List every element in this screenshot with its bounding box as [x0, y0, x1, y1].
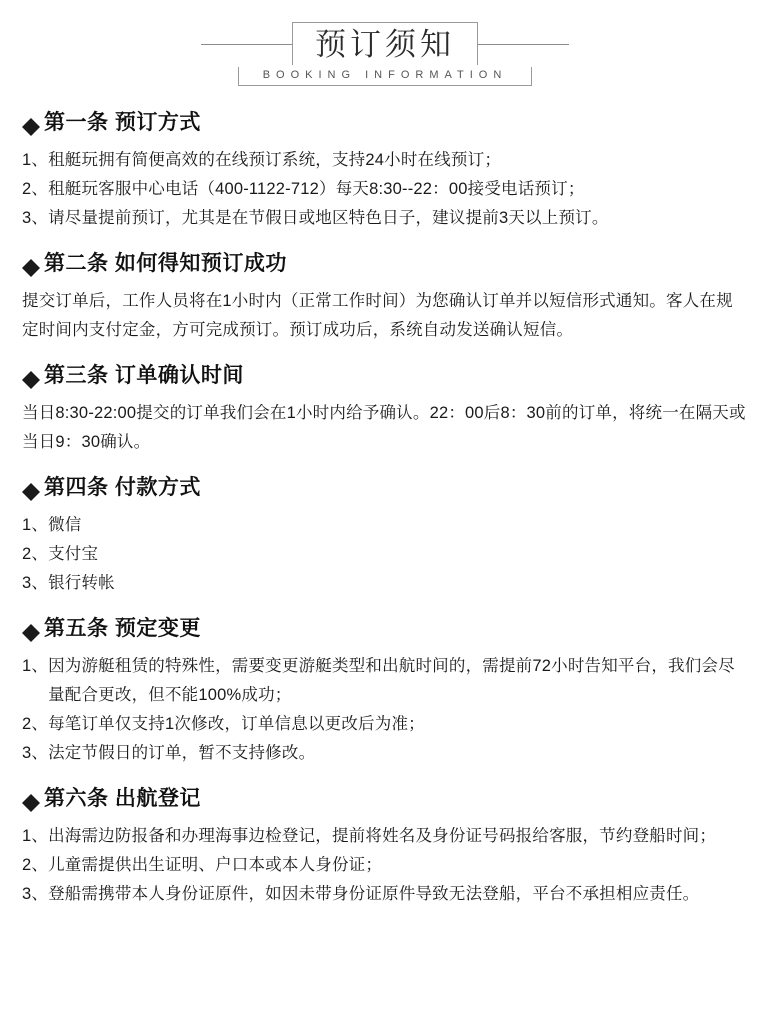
list-item-number: 2、	[22, 180, 49, 198]
list-item-number: 3、	[22, 209, 49, 227]
list-item	[22, 175, 748, 204]
list-item-text: 租艇玩拥有简便高效的在线预订系统，支持24小时在线预订；	[48, 151, 502, 169]
section-paragraph: 提交订单后，工作人员将在1小时内（正常工作时间）为您确认订单并以短信形式通知。客人在规定时间内支付定金，方可完成预订。预订成功后，系统自动发送确认短信。	[22, 292, 733, 339]
list-item	[22, 146, 748, 175]
list-item-number: 1、	[22, 151, 49, 169]
section-paragraph: 当日8:30-22:00提交的订单我们会在1小时内给予确认。22：00后8：30前的订单，将统一在隔天或当日9：30确认。	[22, 404, 746, 451]
section-list	[22, 511, 748, 598]
list-item-number: 2、	[22, 545, 49, 563]
list-item-number: 2、	[22, 856, 49, 874]
diamond-bullet-icon	[22, 615, 40, 633]
diamond-bullet-icon	[22, 250, 40, 268]
list-item	[22, 540, 748, 569]
list-item	[22, 851, 748, 880]
list-item-text: 法定节假日的订单，暂不支持修改。	[48, 744, 316, 762]
list-item	[22, 739, 748, 768]
list-item-number: 3、	[22, 885, 49, 903]
header-rule-left	[201, 44, 293, 45]
list-item-text: 微信	[48, 516, 82, 534]
section-list	[22, 652, 748, 768]
section-heading-row	[22, 251, 748, 277]
page-title: 预订须知	[315, 27, 455, 62]
diamond-bullet-icon	[22, 109, 40, 127]
list-item	[22, 204, 748, 233]
list-item	[22, 880, 748, 909]
diamond-bullet-icon	[22, 474, 40, 492]
list-item-number: 1、	[22, 516, 49, 534]
list-item-number: 3、	[22, 744, 49, 762]
list-item-text: 银行转帐	[48, 574, 115, 592]
list-item	[22, 652, 748, 710]
section-title: 第一条 预订方式	[44, 111, 201, 134]
section-heading-row	[22, 786, 748, 812]
section-heading-row	[22, 110, 748, 136]
list-item	[22, 569, 748, 598]
section-title: 第二条 如何得知预订成功	[44, 252, 287, 275]
header-rule-right	[477, 44, 569, 45]
list-item-number: 1、	[22, 657, 49, 675]
section-order-confirm-time	[12, 363, 758, 457]
list-item-text: 儿童需提供出生证明、户口本或本人身份证；	[48, 856, 383, 874]
section-title: 第三条 订单确认时间	[44, 364, 244, 387]
section-heading-row	[22, 475, 748, 501]
section-title: 第六条 出航登记	[44, 787, 201, 810]
list-item-text: 出海需边防报备和办理海事边检登记，提前将姓名及身份证号码报给客服，节约登船时间；	[48, 827, 717, 845]
section-heading-row	[22, 363, 748, 389]
list-item	[22, 511, 748, 540]
page-subtitle: BOOKING INFORMATION	[262, 69, 508, 81]
section-departure-registration	[12, 786, 758, 909]
section-list	[22, 146, 748, 233]
sections-container	[12, 110, 758, 909]
section-booking-method	[12, 110, 758, 233]
title-frame	[292, 22, 478, 65]
list-item-number: 1、	[22, 827, 49, 845]
diamond-bullet-icon	[22, 785, 40, 803]
list-item-text: 登船需携带本人身份证原件，如因未带身份证原件导致无法登船，平台不承担相应责任。	[48, 885, 700, 903]
list-item-number: 2、	[22, 715, 49, 733]
subtitle-frame	[238, 67, 533, 86]
list-item-text: 支付宝	[48, 545, 99, 563]
section-payment-method	[12, 475, 758, 598]
list-item	[22, 822, 748, 851]
list-item-number: 3、	[22, 574, 49, 592]
list-item-text: 请尽量提前预订，尤其是在节假日或地区特色日子，建议提前3天以上预订。	[48, 209, 609, 227]
section-booking-confirmation	[12, 251, 758, 345]
list-item-text: 每笔订单仅支持1次修改，订单信息以更改后为准；	[48, 715, 425, 733]
section-booking-change	[12, 616, 758, 768]
list-item-text: 租艇玩客服中心电话（400-1122-712）每天8:30--22：00接受电话预订；	[48, 180, 585, 198]
list-item-text: 因为游艇租赁的特殊性，需要变更游艇类型和出航时间的，需提前72小时告知平台，我们会尽量配合更改，但不能100%成功；	[48, 657, 735, 704]
section-list	[22, 822, 748, 909]
section-title: 第五条 预定变更	[44, 617, 201, 640]
section-heading-row	[22, 616, 748, 642]
list-item	[22, 710, 748, 739]
section-title: 第四条 付款方式	[44, 476, 201, 499]
document-header	[12, 14, 758, 92]
header-title-row	[12, 22, 758, 65]
diamond-bullet-icon	[22, 362, 40, 380]
